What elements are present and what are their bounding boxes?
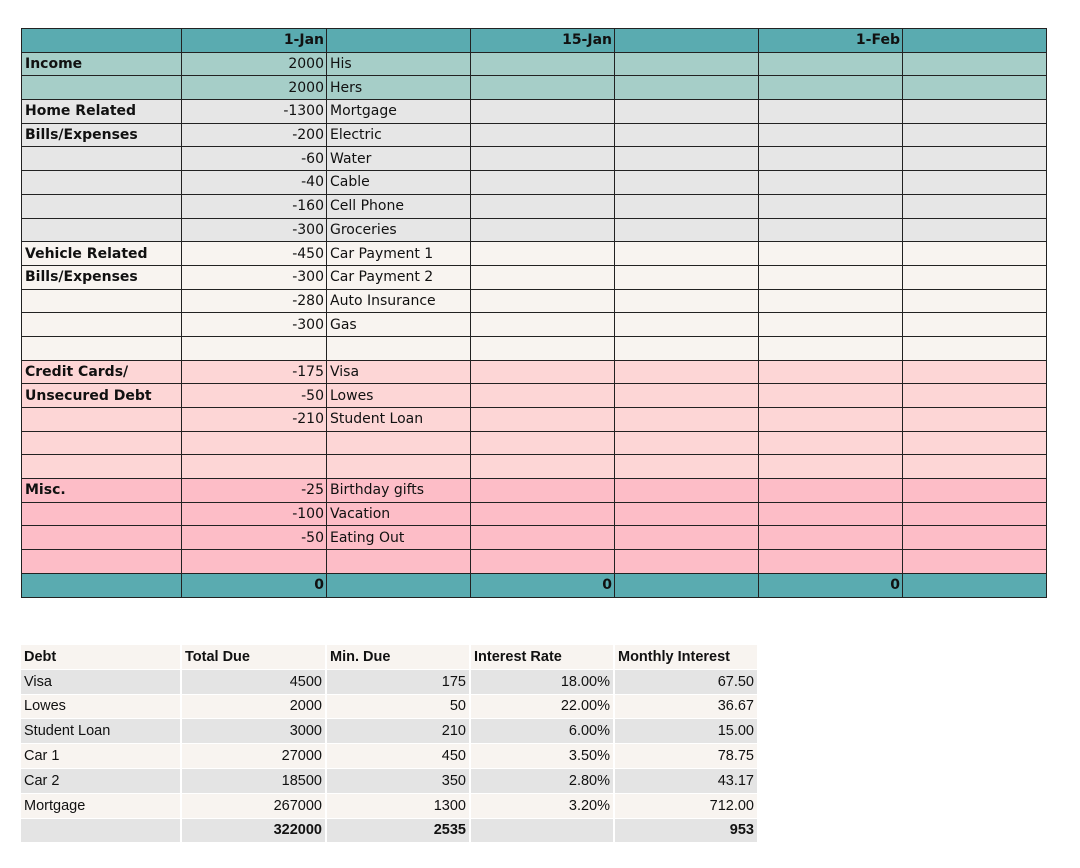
empty-cell[interactable] [903, 502, 1047, 526]
item-cell[interactable] [327, 455, 471, 479]
category-cell[interactable] [22, 431, 182, 455]
amount-cell[interactable]: -210 [182, 408, 327, 432]
item-cell[interactable] [327, 431, 471, 455]
debt-cell[interactable]: 6.00% [470, 719, 614, 744]
empty-cell[interactable] [759, 123, 903, 147]
budget-row [22, 408, 1047, 432]
item-cell[interactable]: Gas [327, 313, 471, 337]
empty-cell[interactable] [903, 384, 1047, 408]
category-cell[interactable]: Bills/Expenses [22, 265, 182, 289]
amount-cell[interactable] [182, 336, 327, 360]
empty-cell[interactable] [471, 123, 615, 147]
empty-cell[interactable] [903, 313, 1047, 337]
empty-cell[interactable] [759, 455, 903, 479]
empty-cell[interactable] [759, 242, 903, 266]
empty-cell[interactable] [615, 384, 759, 408]
budget-row [22, 289, 1047, 313]
amount-cell[interactable]: -25 [182, 479, 327, 503]
debt-header-cell[interactable]: Monthly Interest [614, 645, 758, 669]
debt-total-cell[interactable] [470, 818, 614, 843]
empty-cell[interactable] [615, 360, 759, 384]
debt-cell[interactable]: 450 [326, 744, 470, 769]
budget-row [22, 336, 1047, 360]
empty-cell[interactable] [471, 408, 615, 432]
debt-cell[interactable]: Car 1 [21, 744, 181, 769]
empty-cell[interactable] [759, 431, 903, 455]
empty-cell[interactable] [903, 76, 1047, 100]
item-cell[interactable]: Mortgage [327, 100, 471, 124]
item-cell[interactable] [327, 550, 471, 574]
empty-cell[interactable] [471, 100, 615, 124]
empty-cell[interactable] [759, 147, 903, 171]
category-cell[interactable] [22, 194, 182, 218]
empty-cell[interactable] [759, 218, 903, 242]
empty-cell[interactable] [759, 171, 903, 195]
empty-cell[interactable] [903, 52, 1047, 76]
empty-cell[interactable] [903, 100, 1047, 124]
empty-cell[interactable] [471, 76, 615, 100]
item-cell[interactable]: Lowes [327, 384, 471, 408]
empty-cell[interactable] [759, 265, 903, 289]
debt-row [21, 768, 758, 793]
debt-total-cell[interactable] [21, 818, 181, 843]
debt-cell[interactable]: 267000 [181, 793, 326, 818]
empty-cell[interactable] [615, 502, 759, 526]
category-cell[interactable]: Bills/Expenses [22, 123, 182, 147]
empty-cell[interactable] [759, 526, 903, 550]
debt-cell[interactable]: 1300 [326, 793, 470, 818]
amount-cell[interactable]: -280 [182, 289, 327, 313]
category-cell[interactable] [22, 526, 182, 550]
debt-cell[interactable]: 4500 [181, 669, 326, 694]
debt-cell[interactable]: 3.20% [470, 793, 614, 818]
total-cell[interactable]: 0 [182, 573, 327, 597]
empty-cell[interactable] [615, 123, 759, 147]
category-cell[interactable] [22, 502, 182, 526]
debt-cell[interactable]: 22.00% [470, 694, 614, 719]
amount-cell[interactable]: -450 [182, 242, 327, 266]
debt-cell[interactable]: 43.17 [614, 768, 758, 793]
empty-cell[interactable] [759, 550, 903, 574]
empty-cell[interactable] [471, 289, 615, 313]
empty-cell[interactable] [615, 147, 759, 171]
amount-cell[interactable] [182, 455, 327, 479]
amount-cell[interactable]: -40 [182, 171, 327, 195]
budget-row [22, 479, 1047, 503]
empty-cell[interactable] [471, 431, 615, 455]
debt-row [21, 793, 758, 818]
header-cell[interactable]: 1-Jan [182, 29, 327, 53]
item-cell[interactable]: Hers [327, 76, 471, 100]
budget-row [22, 147, 1047, 171]
total-cell[interactable]: 0 [471, 573, 615, 597]
empty-cell[interactable] [759, 313, 903, 337]
debt-cell[interactable]: 210 [326, 719, 470, 744]
item-cell[interactable]: Cell Phone [327, 194, 471, 218]
empty-cell[interactable] [471, 147, 615, 171]
debt-header-cell[interactable]: Interest Rate [470, 645, 614, 669]
debt-cell[interactable]: 50 [326, 694, 470, 719]
empty-cell[interactable] [903, 123, 1047, 147]
item-cell[interactable]: Car Payment 2 [327, 265, 471, 289]
empty-cell[interactable] [615, 313, 759, 337]
empty-cell[interactable] [471, 265, 615, 289]
empty-cell[interactable] [471, 455, 615, 479]
empty-cell[interactable] [615, 336, 759, 360]
category-cell[interactable] [22, 289, 182, 313]
budget-row [22, 194, 1047, 218]
budget-table [21, 28, 1047, 598]
amount-cell[interactable]: -160 [182, 194, 327, 218]
empty-cell[interactable] [471, 384, 615, 408]
total-cell[interactable] [327, 573, 471, 597]
empty-cell[interactable] [615, 408, 759, 432]
header-row [22, 29, 1047, 53]
debt-total-cell[interactable]: 953 [614, 818, 758, 843]
empty-cell[interactable] [759, 52, 903, 76]
debt-cell[interactable]: 18500 [181, 768, 326, 793]
empty-cell[interactable] [903, 336, 1047, 360]
empty-cell[interactable] [903, 265, 1047, 289]
category-cell[interactable] [22, 76, 182, 100]
budget-row [22, 242, 1047, 266]
category-cell[interactable] [22, 171, 182, 195]
empty-cell[interactable] [903, 408, 1047, 432]
debt-cell[interactable]: 350 [326, 768, 470, 793]
empty-cell[interactable] [471, 313, 615, 337]
header-cell[interactable] [615, 29, 759, 53]
item-cell[interactable]: Auto Insurance [327, 289, 471, 313]
item-cell[interactable] [327, 336, 471, 360]
debt-cell[interactable]: 2.80% [470, 768, 614, 793]
empty-cell[interactable] [759, 384, 903, 408]
debt-cell[interactable]: 2000 [181, 694, 326, 719]
empty-cell[interactable] [471, 242, 615, 266]
item-cell[interactable]: Cable [327, 171, 471, 195]
debt-row [21, 669, 758, 694]
debt-cell[interactable]: 36.67 [614, 694, 758, 719]
empty-cell[interactable] [615, 76, 759, 100]
item-cell[interactable]: Eating Out [327, 526, 471, 550]
empty-cell[interactable] [471, 218, 615, 242]
total-cell[interactable]: 0 [759, 573, 903, 597]
category-cell[interactable]: Unsecured Debt [22, 384, 182, 408]
amount-cell[interactable] [182, 431, 327, 455]
header-cell[interactable]: 1-Feb [759, 29, 903, 53]
debt-cell[interactable]: 78.75 [614, 744, 758, 769]
empty-cell[interactable] [471, 336, 615, 360]
budget-row [22, 455, 1047, 479]
debt-row [21, 719, 758, 744]
empty-cell[interactable] [759, 479, 903, 503]
debt-cell[interactable]: Student Loan [21, 719, 181, 744]
item-cell[interactable]: Vacation [327, 502, 471, 526]
item-cell[interactable]: Water [327, 147, 471, 171]
empty-cell[interactable] [615, 526, 759, 550]
amount-cell[interactable]: -300 [182, 265, 327, 289]
empty-cell[interactable] [903, 360, 1047, 384]
total-row [22, 573, 1047, 597]
debt-cell[interactable]: 15.00 [614, 719, 758, 744]
empty-cell[interactable] [615, 265, 759, 289]
empty-cell[interactable] [903, 431, 1047, 455]
debt-total-cell[interactable]: 322000 [181, 818, 326, 843]
debt-table [21, 645, 759, 843]
total-cell[interactable] [615, 573, 759, 597]
debt-cell[interactable]: Lowes [21, 694, 181, 719]
debt-cell[interactable]: 3.50% [470, 744, 614, 769]
debt-cell[interactable]: 175 [326, 669, 470, 694]
header-cell[interactable]: 15-Jan [471, 29, 615, 53]
debt-header-cell[interactable]: Min. Due [326, 645, 470, 669]
debt-cell[interactable]: Visa [21, 669, 181, 694]
empty-cell[interactable] [615, 218, 759, 242]
empty-cell[interactable] [903, 550, 1047, 574]
debt-header-cell[interactable]: Total Due [181, 645, 326, 669]
empty-cell[interactable] [471, 526, 615, 550]
category-cell[interactable]: Vehicle Related [22, 242, 182, 266]
debt-cell[interactable]: 67.50 [614, 669, 758, 694]
category-cell[interactable]: Credit Cards/ [22, 360, 182, 384]
empty-cell[interactable] [471, 171, 615, 195]
amount-cell[interactable]: -175 [182, 360, 327, 384]
item-cell[interactable]: Groceries [327, 218, 471, 242]
category-cell[interactable]: Home Related [22, 100, 182, 124]
item-cell[interactable]: Student Loan [327, 408, 471, 432]
empty-cell[interactable] [471, 550, 615, 574]
budget-row [22, 431, 1047, 455]
empty-cell[interactable] [903, 242, 1047, 266]
amount-cell[interactable]: 2000 [182, 52, 327, 76]
empty-cell[interactable] [615, 100, 759, 124]
category-cell[interactable] [22, 313, 182, 337]
amount-cell[interactable]: -300 [182, 313, 327, 337]
empty-cell[interactable] [903, 455, 1047, 479]
empty-cell[interactable] [615, 289, 759, 313]
amount-cell[interactable]: -200 [182, 123, 327, 147]
item-cell[interactable]: His [327, 52, 471, 76]
budget-row [22, 360, 1047, 384]
empty-cell[interactable] [471, 360, 615, 384]
debt-cell[interactable]: 18.00% [470, 669, 614, 694]
budget-row [22, 502, 1047, 526]
total-cell[interactable] [903, 573, 1047, 597]
empty-cell[interactable] [759, 408, 903, 432]
debt-header-row [21, 645, 758, 669]
empty-cell[interactable] [903, 171, 1047, 195]
amount-cell[interactable]: -300 [182, 218, 327, 242]
empty-cell[interactable] [759, 194, 903, 218]
empty-cell[interactable] [471, 52, 615, 76]
budget-row [22, 265, 1047, 289]
debt-total-row [21, 818, 758, 843]
category-cell[interactable] [22, 336, 182, 360]
empty-cell[interactable] [471, 479, 615, 503]
budget-row [22, 100, 1047, 124]
empty-cell[interactable] [759, 76, 903, 100]
debt-total-cell[interactable]: 2535 [326, 818, 470, 843]
budget-row [22, 526, 1047, 550]
debt-row [21, 744, 758, 769]
amount-cell[interactable]: -100 [182, 502, 327, 526]
budget-row [22, 218, 1047, 242]
empty-cell[interactable] [471, 502, 615, 526]
empty-cell[interactable] [615, 455, 759, 479]
header-cell[interactable] [903, 29, 1047, 53]
amount-cell[interactable]: 2000 [182, 76, 327, 100]
empty-cell[interactable] [615, 479, 759, 503]
debt-cell[interactable]: 3000 [181, 719, 326, 744]
budget-row [22, 384, 1047, 408]
item-cell[interactable]: Birthday gifts [327, 479, 471, 503]
budget-row [22, 52, 1047, 76]
empty-cell[interactable] [903, 289, 1047, 313]
header-cell[interactable] [22, 29, 182, 53]
category-cell[interactable] [22, 550, 182, 574]
empty-cell[interactable] [615, 242, 759, 266]
empty-cell[interactable] [759, 336, 903, 360]
debt-cell[interactable]: 712.00 [614, 793, 758, 818]
budget-row [22, 550, 1047, 574]
item-cell[interactable]: Car Payment 1 [327, 242, 471, 266]
empty-cell[interactable] [903, 147, 1047, 171]
debt-cell[interactable]: Car 2 [21, 768, 181, 793]
debt-cell[interactable]: 27000 [181, 744, 326, 769]
header-cell[interactable] [327, 29, 471, 53]
debt-row [21, 694, 758, 719]
empty-cell[interactable] [903, 194, 1047, 218]
empty-cell[interactable] [759, 100, 903, 124]
budget-row [22, 171, 1047, 195]
empty-cell[interactable] [759, 289, 903, 313]
empty-cell[interactable] [615, 431, 759, 455]
empty-cell[interactable] [615, 194, 759, 218]
category-cell[interactable]: Income [22, 52, 182, 76]
empty-cell[interactable] [759, 502, 903, 526]
category-cell[interactable] [22, 147, 182, 171]
budget-row [22, 76, 1047, 100]
category-cell[interactable]: Misc. [22, 479, 182, 503]
item-cell[interactable]: Visa [327, 360, 471, 384]
total-cell[interactable] [22, 573, 182, 597]
amount-cell[interactable] [182, 550, 327, 574]
budget-row [22, 313, 1047, 337]
empty-cell[interactable] [903, 526, 1047, 550]
category-cell[interactable] [22, 218, 182, 242]
category-cell[interactable] [22, 408, 182, 432]
amount-cell[interactable]: -50 [182, 526, 327, 550]
debt-header-cell[interactable]: Debt [21, 645, 181, 669]
empty-cell[interactable] [759, 360, 903, 384]
debt-cell[interactable]: Mortgage [21, 793, 181, 818]
item-cell[interactable]: Electric [327, 123, 471, 147]
amount-cell[interactable]: -60 [182, 147, 327, 171]
category-cell[interactable] [22, 455, 182, 479]
empty-cell[interactable] [615, 550, 759, 574]
empty-cell[interactable] [903, 218, 1047, 242]
empty-cell[interactable] [471, 194, 615, 218]
budget-row [22, 123, 1047, 147]
empty-cell[interactable] [903, 479, 1047, 503]
amount-cell[interactable]: -1300 [182, 100, 327, 124]
empty-cell[interactable] [615, 171, 759, 195]
amount-cell[interactable]: -50 [182, 384, 327, 408]
empty-cell[interactable] [615, 52, 759, 76]
